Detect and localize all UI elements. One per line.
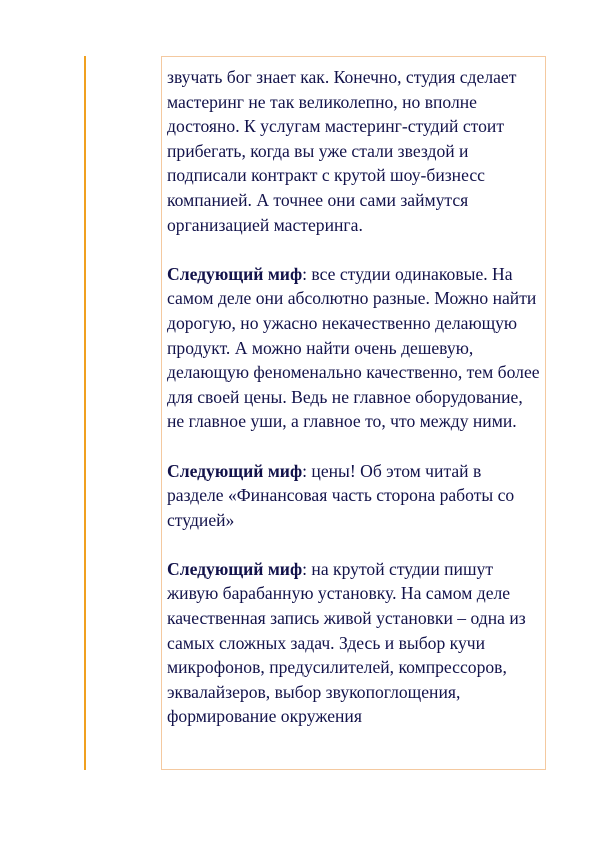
paragraph-lead: Следующий миф [167, 460, 303, 481]
paragraph-text: звучать бог знает как. Конечно, студия сделает мастеринг не так великолепно, но вполне достояно. К услугам мастеринг-студий стоит прибегать, когда вы уже стали звездой и подписали контракт с крутой шоу-бизнесс компанией. А точнее они сами займутся организацией мастеринга. [167, 67, 517, 235]
paragraph-mastering [167, 65, 541, 237]
paragraph-prices [167, 459, 541, 533]
paragraph-text: : на крутой студии пишут живую барабанную установку. На самом деле качественная запись живой установки – одна из самых сложных задач. Здесь и выбор кучи микрофонов, предусилителей, компрессоров, эквалайзеров, выбор звукопоглощения, формирование окружения [167, 558, 526, 727]
left-margin-rule [84, 56, 86, 770]
paragraph-lead: Следующий миф [167, 558, 303, 579]
paragraph-studios-differ [167, 262, 541, 434]
paragraph-text: : все студии одинаковые. На самом деле они абсолютно разные. Можно найти дорогую, но ужасно некачественно делающую продукт. А можно найти очень дешевую, делающую феноменально качественно, тем более для своей цены. Ведь не главное оборудование, не главное уши, а главное то, что между ними. [167, 263, 540, 432]
paragraph-drums [167, 557, 541, 729]
paragraph-text: : цены! Об этом читай в разделе «Финансовая часть сторона работы со студией» [167, 460, 515, 530]
text-frame [161, 56, 546, 770]
paragraph-lead: Следующий миф [167, 263, 303, 284]
